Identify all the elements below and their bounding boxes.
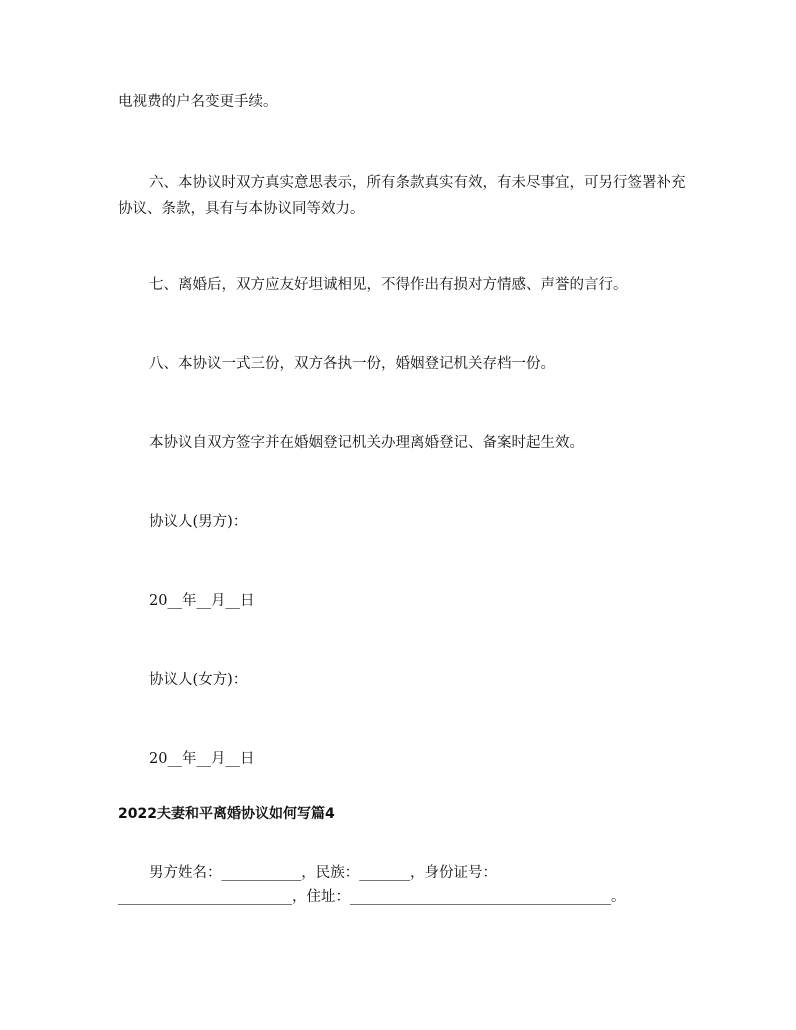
signer-male-label: 协议人(男方)： bbox=[149, 514, 248, 530]
paragraph-clause-8: 八、本协议一式三份，双方各执一份，婚姻登记机关存档一份。 bbox=[149, 356, 555, 372]
male-info-line-2: ________________________，住址：____________________________________。 bbox=[118, 889, 626, 905]
signer-female-label: 协议人(女方)： bbox=[149, 672, 248, 688]
section-heading: 2022夫妻和平离婚协议如何写篇4 bbox=[118, 806, 335, 822]
date-line-female: 20__年__月__日 bbox=[149, 751, 255, 767]
paragraph-continuation: 电视费的户名变更手续。 bbox=[118, 94, 278, 110]
date-line-male: 20__年__月__日 bbox=[149, 593, 255, 609]
paragraph-effective-date: 本协议自双方签字并在婚姻登记机关办理离婚登记、备案时起生效。 bbox=[149, 435, 584, 451]
paragraph-clause-7: 七、离婚后，双方应友好坦诚相见，不得作出有损对方情感、声誉的言行。 bbox=[149, 277, 628, 293]
male-info-line-1: 男方姓名：___________，民族：_______，身份证号： bbox=[149, 865, 497, 881]
paragraph-clause-6: 六、本协议时双方真实意思表示，所有条款真实有效，有未尽事宜，可另行签署补充协议、条款，具有与本协议同等效力。 bbox=[118, 175, 686, 217]
